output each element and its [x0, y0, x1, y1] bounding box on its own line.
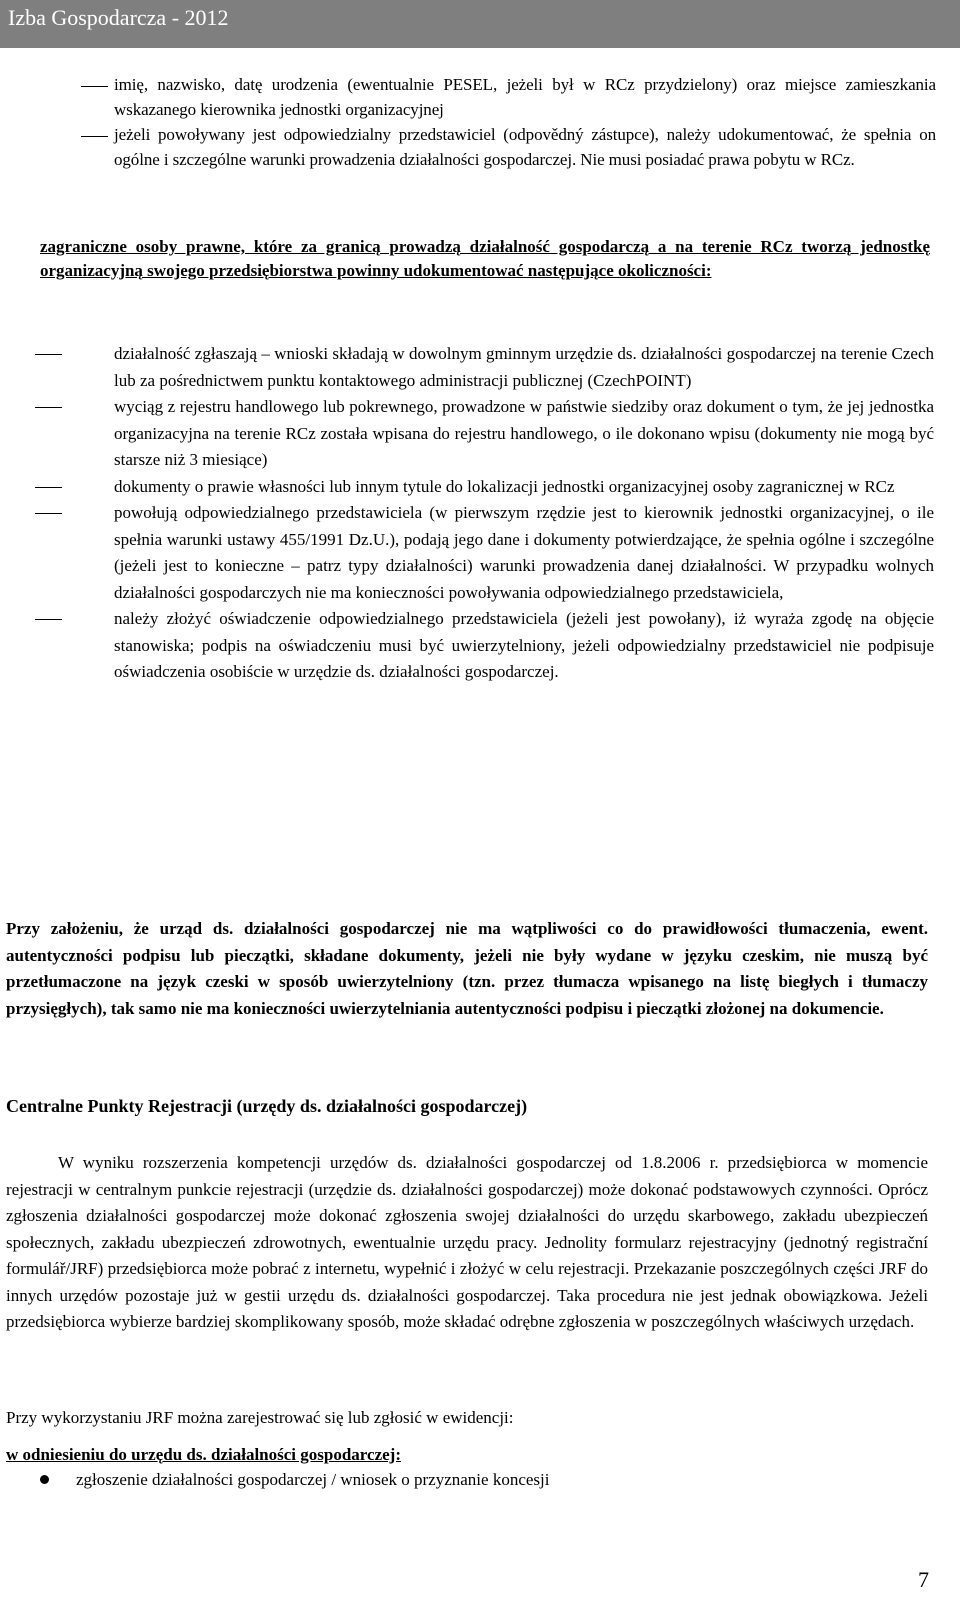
list-item: [114, 500, 934, 606]
dash-bullet-icon: [35, 354, 62, 355]
requirements-list-1: [0, 72, 960, 172]
bullet-dot-icon: [40, 1475, 49, 1484]
registration-paragraph: W wyniku rozszerzenia kompetencji urzędów ds. działalności gospodarczej od 1.8.2006 r. przedsiębiorca w momencie rejestracji w centralnym punkcie rejestracji (urzędzie ds. działalności gospodarczej) może dokonać podstawowych czynności. Oprócz zgłoszenia działalności gospodarczej może dokonać zgłoszenia swojej działalności do urzędu skarbowego, zakładu ubezpieczeń społecznych, zakładu ubezpieczeń zdrowotnych, ewentualnie urzędu pracy. Jednolity formularz rejestracyjny (jednotný registrační formulář/JRF) przedsiębiorca może pobrać z internetu, wypełnić i złożyć w celu rejestracji. Przekazanie poszczególnych części JRF do innych urzędów pozostaje już w gestii urzędu ds. działalności gospodarczej. Taka procedura nie jest jednak obowiązkowa. Jeżeli przedsiębiorca wybierze bardziej skomplikowany sposób, może składać odrębne zgłoszenia w poszczególnych właściwych urzędach.: [6, 1153, 928, 1331]
section-heading-foreign-entities: zagraniczne osoby prawne, które za granicą prowadzą działalność gospodarczą a na terenie RCz tworzą jednostkę organizacyjną swojego przedsiębiorstwa powinny udokumentować następujące okoliczności:: [40, 237, 930, 280]
subheading-business-office: w odniesieniu do urzędu ds. działalności gospodarczej:: [6, 1445, 401, 1464]
dash-bullet-icon: [81, 136, 108, 137]
dash-bullet-icon: [35, 619, 62, 620]
document-header-title: Izba Gospodarcza - 2012: [8, 5, 229, 30]
bullet-list: [0, 1467, 960, 1493]
jrf-intro: Przy wykorzystaniu JRF można zarejestrować się lub zgłosić w ewidencji:: [6, 1408, 514, 1427]
translation-notice: Przy założeniu, że urząd ds. działalności gospodarczej nie ma wątpliwości co do prawidłowości tłumaczenia, ewent. autentyczności podpisu lub pieczątki, składane dokumenty, jeżeli nie były wydane w języku czeskim, nie muszą być przetłumaczone na język czeski w sposób uwierzytelniony (tzn. przez tłumacza wpisanego na listę biegłych i tłumaczy przysięgłych), tak samo nie ma konieczności uwierzytelniania autentyczności podpisu i pieczątki złożonej na dokumencie.: [6, 919, 928, 1018]
page-number: 7: [918, 1567, 929, 1592]
list-item-text: dokumenty o prawie własności lub innym tytule do lokalizacji jednostki organizacyjnej osoby zagranicznej w RCz: [114, 476, 895, 496]
list-item-text: imię, nazwisko, datę urodzenia (ewentualnie PESEL, jeżeli był w RCz przydzielony) oraz miejsce zamieszkania wskazanego kierownika jednostki organizacyjnej: [114, 75, 936, 119]
list-item: [76, 1467, 960, 1493]
list-item: [114, 122, 936, 172]
list-item: [114, 474, 934, 501]
dash-bullet-icon: [35, 407, 62, 408]
requirements-list-2: [0, 341, 960, 686]
list-item: [114, 72, 936, 122]
section-heading-registration-points: Centralne Punkty Rejestracji (urzędy ds. działalności gospodarczej): [6, 1096, 528, 1116]
list-item-text: jeżeli powoływany jest odpowiedzialny przedstawiciel (odpovědný zástupce), należy udokumentować, że spełnia on ogólne i szczególne warunki prowadzenia działalności gospodarczej. Nie musi posiadać prawa pobytu w RCz.: [114, 125, 936, 169]
list-item-text: działalność zgłaszają – wnioski składają w dowolnym gminnym urzędzie ds. działalności gospodarczej na terenie Czech lub za pośrednictwem punktu kontaktowego administracji publicznej (CzechPOINT): [114, 344, 934, 390]
list-item: [114, 394, 934, 474]
list-item-text: zgłoszenie działalności gospodarczej / wniosek o przyznanie koncesji: [76, 1470, 550, 1489]
list-item: [114, 341, 934, 394]
list-item-text: wyciąg z rejestru handlowego lub pokrewnego, prowadzone w państwie siedziby oraz dokument o tym, że jej jednostka organizacyjna na terenie RCz została wpisana do rejestru handlowego, o ile dokonano wpisu (dokumenty nie mogą być starsze niż 3 miesiące): [114, 397, 934, 469]
header-bar: [0, 0, 960, 48]
list-item: [114, 606, 934, 686]
dash-bullet-icon: [81, 86, 108, 87]
list-item-text: powołują odpowiedzialnego przedstawiciela (w pierwszym rzędzie jest to kierownik jednostki organizacyjnej, o ile spełnia warunki ustawy 455/1991 Dz.U.), podają jego dane i dokumenty potwierdzające, że spełnia ogólne i szczególne (jeżeli jest to konieczne – patrz typy działalności) warunki prowadzenia danej działalności. W przypadku wolnych działalności gospodarczych nie ma konieczności powoływania odpowiedzialnego przedstawiciela,: [114, 503, 934, 602]
list-item-text: należy złożyć oświadczenie odpowiedzialnego przedstawiciela (jeżeli jest powołany), iż wyraża zgodę na objęcie stanowiska; podpis na oświadczeniu musi być uwierzytelniony, jeżeli odpowiedzialny przedstawiciel nie podpisuje oświadczenia osobiście w urzędzie ds. działalności gospodarczej.: [114, 609, 934, 681]
dash-bullet-icon: [35, 487, 62, 488]
dash-bullet-icon: [35, 513, 62, 514]
